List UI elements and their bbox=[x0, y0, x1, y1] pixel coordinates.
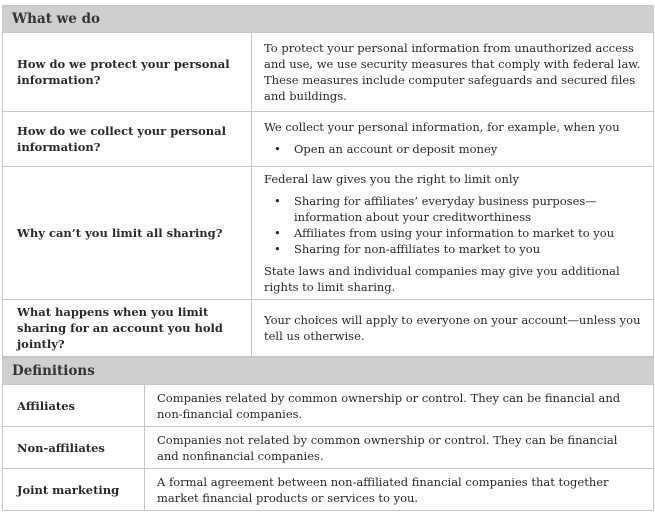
term-affiliates: Affiliates bbox=[3, 385, 145, 427]
definitions-table bbox=[2, 357, 654, 511]
list-item: • Sharing for non-affiliates to market to you bbox=[274, 242, 541, 256]
definition-non-affiliates: Companies not related by common ownership or control. They can be financial and nonfinancial companies. bbox=[145, 427, 654, 469]
answer-collect bbox=[252, 112, 654, 167]
definition-joint-marketing: A formal agreement between non-affiliated financial companies that together market financial products or services to you. bbox=[145, 469, 654, 511]
answer-joint bbox=[252, 300, 654, 357]
what-we-do-table bbox=[2, 5, 654, 357]
bullet-icon: • bbox=[274, 194, 281, 208]
question-limit: Why can’t you limit all sharing? bbox=[3, 167, 252, 300]
term-non-affiliates: Non-affiliates bbox=[3, 427, 145, 469]
definition-affiliates: Companies related by common ownership or control. They can be financial and non-financial companies. bbox=[145, 385, 654, 427]
table-row bbox=[3, 300, 654, 357]
section-title-what-we-do: What we do bbox=[3, 6, 654, 33]
answer-protect bbox=[252, 33, 654, 112]
bullet-icon: • bbox=[274, 226, 281, 240]
privacy-notice bbox=[2, 5, 653, 511]
table-row bbox=[3, 167, 654, 300]
table-row bbox=[3, 112, 654, 167]
list-item: • Affiliates from using your information to market to you bbox=[274, 226, 615, 240]
bullet-list bbox=[264, 193, 641, 257]
table-row bbox=[3, 469, 654, 511]
answer-text: Your choices will apply to everyone on your account—unless you tell us otherwise. bbox=[264, 313, 641, 343]
list-item: • Sharing for affiliates’ everyday business purposes—information about your creditworthiness bbox=[274, 194, 597, 224]
list-item: • Open an account or deposit money bbox=[274, 142, 498, 156]
table-row bbox=[3, 427, 654, 469]
table-row bbox=[3, 33, 654, 112]
table-row bbox=[3, 385, 654, 427]
bullet-icon: • bbox=[274, 142, 281, 156]
bullet-icon: • bbox=[274, 242, 281, 256]
bullet-list bbox=[264, 141, 641, 157]
question-joint: What happens when you limit sharing for an account you hold jointly? bbox=[3, 300, 252, 357]
answer-intro: We collect your personal information, for example, when you bbox=[264, 120, 620, 134]
section-title-definitions: Definitions bbox=[3, 358, 654, 385]
answer-limit bbox=[252, 167, 654, 300]
answer-text: To protect your personal information from unauthorized access and use, we use security measures that comply with federal law. These measures include computer safeguards and secured files and buildings. bbox=[264, 41, 641, 103]
answer-intro: Federal law gives you the right to limit only bbox=[264, 172, 520, 186]
term-joint-marketing: Joint marketing bbox=[3, 469, 145, 511]
question-collect: How do we collect your personal information? bbox=[3, 112, 252, 167]
question-protect: How do we protect your personal information? bbox=[3, 33, 252, 112]
answer-outro: State laws and individual companies may give you additional rights to limit sharing. bbox=[264, 264, 620, 294]
